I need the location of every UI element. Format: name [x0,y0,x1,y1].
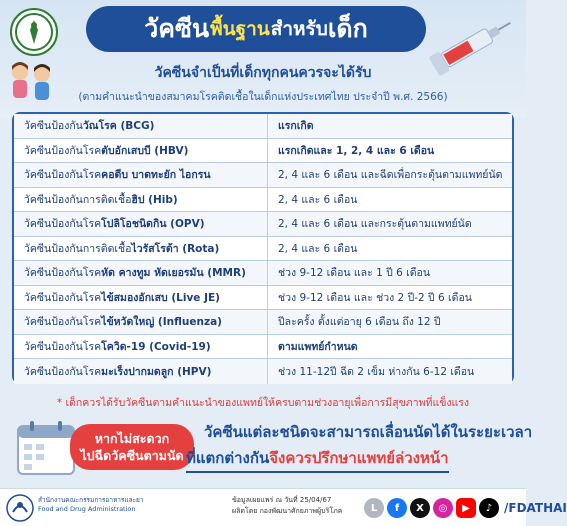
schedule-cell: แรกเกิด [278,120,314,133]
vaccine-name-cell [14,139,268,163]
vaccine-name-cell [14,310,268,334]
line-icon[interactable]: L [364,498,384,518]
vaccine-name: ไวรัสโรต้า (Rota) [131,242,220,255]
vaccine-name: ไข้หวัดใหญ่ (Influenza) [101,316,222,329]
vaccine-prefix: วัคซีนป้องกันโรค [24,291,102,304]
message-part-b: จึงควรปรึกษาแพทย์ล่วงหน้า [269,449,449,467]
source-info [232,495,342,517]
vaccine-name-cell [14,237,268,261]
fda-logo [6,494,34,522]
org-name-th: สำนักงานคณะกรรมการอาหารและยา [38,496,144,504]
instagram-icon[interactable]: ◎ [433,498,453,518]
vaccine-prefix: วัคซีนป้องกันโรค [24,316,102,329]
vaccine-prefix: วัคซีนป้องกันโรค [24,365,102,378]
vaccine-name: ไข้สมองอักเสบ (Live JE) [101,291,220,304]
producer: ผลิตโดย กองพัฒนาศักยภาพผู้บริโภค [232,507,343,515]
schedule-cell: ตามแพทย์กำหนด [278,340,358,353]
table-row [14,261,512,286]
inconvenient-callout [70,424,194,470]
vaccine-name: คอตีบ บาดทะยัก ไอกรน [101,169,211,182]
fda-org-name [38,496,144,514]
facebook-icon[interactable]: f [387,498,407,518]
vaccine-prefix: วัคซีนป้องกันโรค [24,267,102,280]
vaccine-name: วัณโรค (BCG) [82,120,155,133]
schedule-cell: 2, 4 และ 6 เดือน [278,193,358,206]
callout-line1: หากไม่สะดวก [94,431,170,446]
table-row [14,286,512,311]
page-title [86,6,426,52]
vaccine-name-cell [14,163,268,187]
reference-note: (ตามคำแนะนำของสมาคมโรคติดเชื้อในเด็กแห่งประเทศไทย ประจำปี พ.ศ. 2566) [78,91,448,103]
table-row [14,163,512,188]
table-row [14,114,512,139]
vaccine-prefix: วัคซีนป้องกันโรค [24,169,102,182]
vaccine-name: ตับอักเสบบี (HBV) [101,144,189,157]
table-row [14,212,512,237]
vaccine-name-cell [14,261,268,285]
callout-line2: ไปฉีดวัคซีนตามนัด [80,448,184,463]
schedule-cell: 2, 4 และ 6 เดือน และกระตุ้นตามแพทย์นัด [278,218,472,231]
vaccine-prefix: วัคซีนป้องกันการติดเชื้อ [24,242,132,255]
schedule-cell: 2, 4 และ 6 เดือน และฉีดเพื่อกระตุ้นตามแพทย์นัด [278,169,503,182]
social-handle[interactable]: /FDATHAI [504,501,567,515]
vaccine-name-cell [14,212,268,236]
schedule-cell: ช่วง 9-12 เดือน และ 1 ปี 6 เดือน [278,267,430,280]
tiktok-icon[interactable]: ♪ [479,498,499,518]
vaccine-prefix: วัคซีนป้องกัน [24,120,83,133]
title-part-for: สำหรับ [270,18,328,40]
title-part-children: เด็ก [327,14,368,43]
table-row [14,359,512,384]
vaccine-name-cell [14,114,268,138]
youtube-icon[interactable]: ▶ [456,498,476,518]
publish-date: ข้อมูลเผยแพร่ ณ วันที่ 25/04/67 [232,496,332,504]
reschedule-message-line2 [186,446,449,473]
social-links [364,498,567,518]
vaccine-name: โควิด-19 (Covid-19) [101,340,211,353]
schedule-cell: ช่วง 11-12ปี ฉีด 2 เข็ม ห่างกัน 6-12 เดือน [278,365,475,378]
table-row [14,335,512,360]
schedule-cell: ช่วง 9-12 เดือน และ ช่วง 2 ปี-2 ปี 6 เดือน [278,291,472,304]
vaccine-name: ฮิป (Hib) [131,193,178,206]
vaccine-name: โปลิโอชนิดกิน (OPV) [101,218,205,231]
vaccine-prefix: วัคซีนป้องกันโรค [24,218,102,231]
schedule-cell: 2, 4 และ 6 เดือน [278,242,358,255]
x-icon[interactable]: X [410,498,430,518]
title-part-basic: พื้นฐาน [210,18,270,40]
vaccine-name-cell [14,188,268,212]
vaccine-prefix: วัคซีนป้องกันโรค [24,144,102,157]
vaccine-prefix: วัคซีนป้องกันโรค [24,340,102,353]
title-part-vaccine: วัคซีน [144,14,210,43]
moph-logo [10,8,58,56]
age-warning-note: * เด็กควรได้รับวัคซีนตามคำแนะนำของแพทย์ให้ครบตามช่วงอายุเพื่อการมีสุขภาพที่แข็งแรง [56,397,470,409]
vaccine-table [12,112,514,384]
vaccine-name-cell [14,335,268,359]
reschedule-message-line1: วัคซีนแต่ละชนิดจะสามารถเลื่อนนัดได้ในระยะเวลา [204,423,533,441]
vaccine-name-cell [14,286,268,310]
schedule-cell: แรกเกิดและ 1, 2, 4 และ 6 เดือน [278,144,435,157]
table-row [14,310,512,335]
vaccine-name: หัด คางทูม หัดเยอรมัน (MMR) [101,267,246,280]
vaccine-prefix: วัคซีนป้องกันการติดเชื้อ [24,193,132,206]
org-name-en: Food and Drug Administration [38,505,136,513]
schedule-cell: ปีละครั้ง ตั้งแต่อายุ 6 เดือน ถึง 12 ปี [278,316,441,329]
table-row [14,188,512,213]
footer [0,488,567,526]
vaccine-name: มะเร็งปากมดลูก (HPV) [101,365,212,378]
table-row [14,139,512,164]
calendar-icon [16,418,76,476]
table-row [14,237,512,262]
message-part-a: ที่แตกต่างกัน [186,449,270,467]
subtitle: วัคซีนจำเป็นที่เด็กทุกคนควรจะได้รับ [154,65,372,81]
vaccine-name-cell [14,359,268,384]
